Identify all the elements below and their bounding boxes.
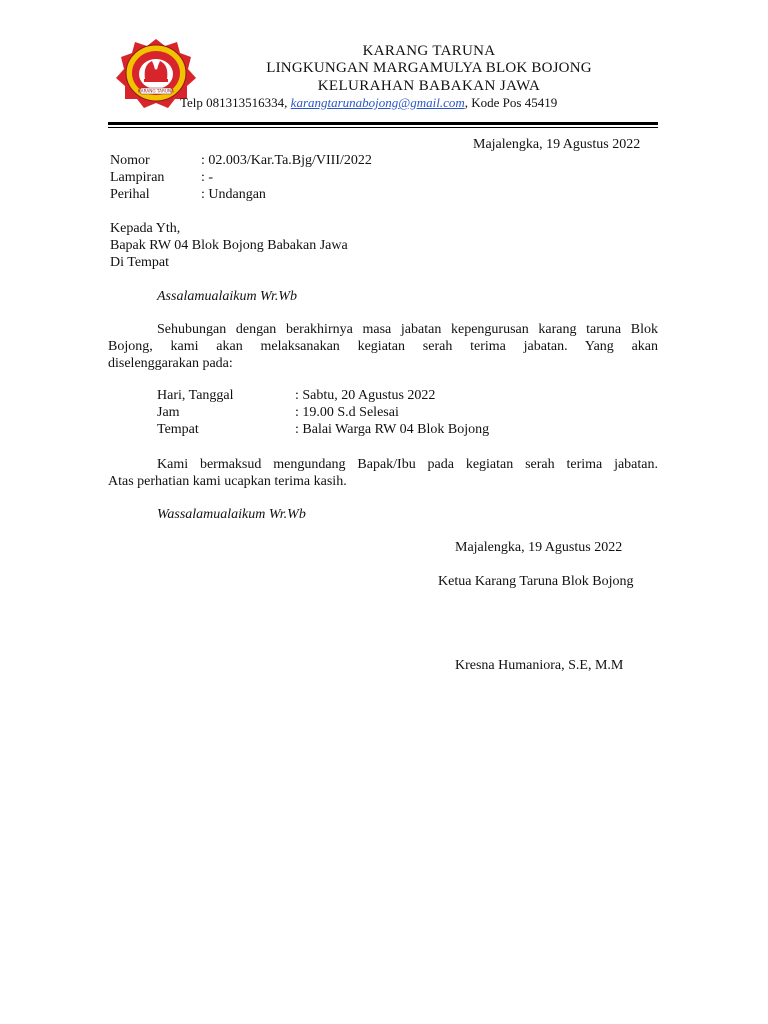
recipient-line2: Bapak RW 04 Blok Bojong Babakan Jawa [110, 238, 348, 253]
closing: Wassalamualaikum Wr.Wb [157, 507, 306, 522]
schedule-value-day: : Sabtu, 20 Agustus 2022 [295, 388, 436, 403]
body1-line1: Sehubungan dengan berakhirnya masa jabatan kepengurusan karang taruna Blok [157, 322, 658, 337]
meta-label-nomor: Nomor [110, 153, 150, 168]
contact-line [180, 95, 557, 111]
recipient-line3: Di Tempat [110, 255, 170, 270]
schedule-label-time: Jam [157, 405, 180, 420]
header-rule-thick [108, 122, 658, 125]
signature-title: Ketua Karang Taruna Blok Bojong [438, 574, 634, 589]
meta-label-lampiran: Lampiran [110, 170, 165, 185]
schedule-value-time: : 19.00 S.d Selesai [295, 405, 399, 420]
letter-date: Majalengka, 19 Agustus 2022 [473, 137, 641, 152]
phone-text: Telp 081313516334, [180, 95, 291, 110]
body2-line2: Atas perhatian kami ucapkan terima kasih. [108, 474, 347, 489]
meta-value-lampiran: : - [201, 170, 214, 185]
body1-line3: diselenggarakan pada: [108, 356, 233, 371]
org-name-line2: LINGKUNGAN MARGAMULYA BLOK BOJONG [266, 60, 592, 76]
meta-value-nomor: : 02.003/Kar.Ta.Bjg/VIII/2022 [201, 153, 372, 168]
signature-date: Majalengka, 19 Agustus 2022 [455, 540, 623, 555]
logo-text: KARANG TARUNA [138, 88, 174, 94]
recipient-line1: Kepada Yth, [110, 221, 181, 236]
meta-label-perihal: Perihal [110, 187, 150, 202]
org-name-line1: KARANG TARUNA [362, 43, 496, 59]
greeting: Assalamualaikum Wr.Wb [157, 289, 297, 304]
schedule-label-day: Hari, Tanggal [157, 388, 234, 403]
body2-line1: Kami bermaksud mengundang Bapak/Ibu pada kegiatan serah terima jabatan. [157, 457, 658, 472]
signature-name: Kresna Humaniora, S.E, M.M [455, 658, 624, 673]
org-name-line3: KELURAHAN BABAKAN JAWA [317, 78, 541, 94]
meta-value-perihal: : Undangan [201, 187, 266, 202]
postal-code-text: , Kode Pos 45419 [464, 95, 558, 110]
body1-line2: Bojong, kami akan melaksanakan kegiatan serah terima jabatan. Yang akan [108, 339, 658, 354]
schedule-label-place: Tempat [157, 422, 199, 437]
email-link[interactable]: karangtarunabojong@gmail.com [290, 95, 465, 110]
header-rule-thin [108, 127, 658, 128]
schedule-value-place: : Balai Warga RW 04 Blok Bojong [295, 422, 490, 437]
